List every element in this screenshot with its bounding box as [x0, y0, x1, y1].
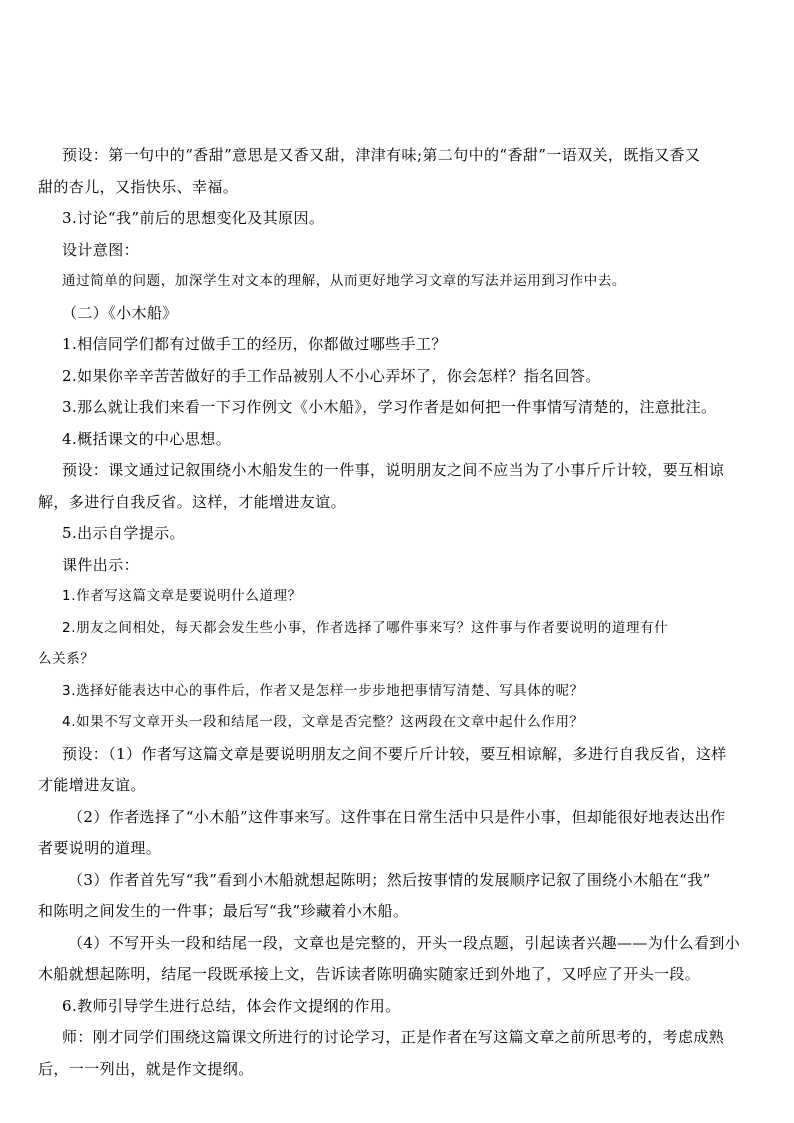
text-line: 课件出示： — [62, 555, 140, 574]
text-line: （3）作者首先写“我”看到小木船就想起陈明；然后按事情的发展顺序记叙了围绕小木船在“我” — [68, 870, 711, 889]
text-line: （2）作者选择了“小木船”这件事来写。这件事在日常生活中只是件小事，但却能很好地表达出作 — [68, 807, 726, 826]
text-line: 预设：（1）作者写这篇文章是要说明朋友之间不要斤斤计较，要互相谅解，多进行自我反省，这样 — [62, 744, 727, 763]
text-line: 才能增进友谊。 — [38, 776, 146, 794]
text-line: （4）不写开头一段和结尾一段，文章也是完整的，开头一段点题，引起读者兴趣——为什么看到小 — [68, 933, 741, 952]
text-line: 4.概括课文的中心思想。 — [62, 429, 232, 448]
text-line: 3.那么就让我们来看一下习作例文《小木船》，学习作者是如何把一件事情写清楚的，注意批注。 — [62, 398, 717, 416]
text-line: 和陈明之间发生的一件事；最后写“我”珍藏着小木船。 — [38, 902, 409, 920]
text-line: （二）《小木船》 — [62, 303, 178, 322]
text-line: 1.作者写这篇文章是要说明什么道理？ — [62, 588, 302, 604]
text-line: 甜的杏儿，又指快乐、幸福。 — [38, 177, 239, 196]
text-line: 么关系？ — [38, 651, 95, 667]
text-line: 3.选择好能表达中心的事件后，作者又是怎样一步步地把事情写清楚、写具体的呢？ — [62, 682, 584, 699]
text-line: 师：刚才同学们围绕这篇课文所进行的讨论学习，正是作者在写这篇文章之前所思考的，考虑成熟 — [62, 1028, 725, 1046]
text-line: 木船就想起陈明，结尾一段既承接上文，告诉读者陈明确实随家迁到外地了，又呼应了开头一段。 — [38, 965, 701, 983]
text-line: 者要说明的道理。 — [38, 839, 162, 857]
text-line: 2.如果你辛辛苦苦做好的手工作品被别人不小心弄坏了，你会怎样？指名回答。 — [62, 366, 601, 385]
text-line: 通过简单的问题，加深学生对文本的理解，从而更好地学习文章的写法并运用到习作中去。 — [62, 273, 626, 289]
text-line: 3.讨论“我”前后的思想变化及其原因。 — [62, 209, 325, 227]
text-line: 预设：第一句中的“香甜”意思是又香又甜，津津有味;第二句中的“香甜”一语双关，既指又香又 — [62, 146, 701, 164]
text-line: 设计意图： — [62, 240, 140, 259]
text-line: 2.朋友之间相处，每天都会发生些小事，作者选择了哪件事来写？这件事与作者要说明的道理有什 — [62, 619, 669, 636]
text-line: 后，一一列出，就是作文提纲。 — [38, 1059, 254, 1078]
text-line: 预设：课文通过记叙围绕小木船发生的一件事，说明朋友之间不应当为了小事斤斤计较，要互相谅 — [62, 461, 725, 479]
text-line: 6.教师引导学生进行总结，体会作文提纲的作用。 — [62, 996, 401, 1015]
text-line: 4.如果不写文章开头一段和结尾一段，文章是否完整？这两段在文章中起什么作用？ — [62, 714, 584, 730]
text-line: 5.出示自学提示。 — [62, 524, 185, 542]
text-line: 解，多进行自我反省。这样，才能增进友谊。 — [38, 492, 347, 511]
text-line: 1.相信同学们都有过做手工的经历，你都做过哪些手工？ — [62, 335, 447, 353]
